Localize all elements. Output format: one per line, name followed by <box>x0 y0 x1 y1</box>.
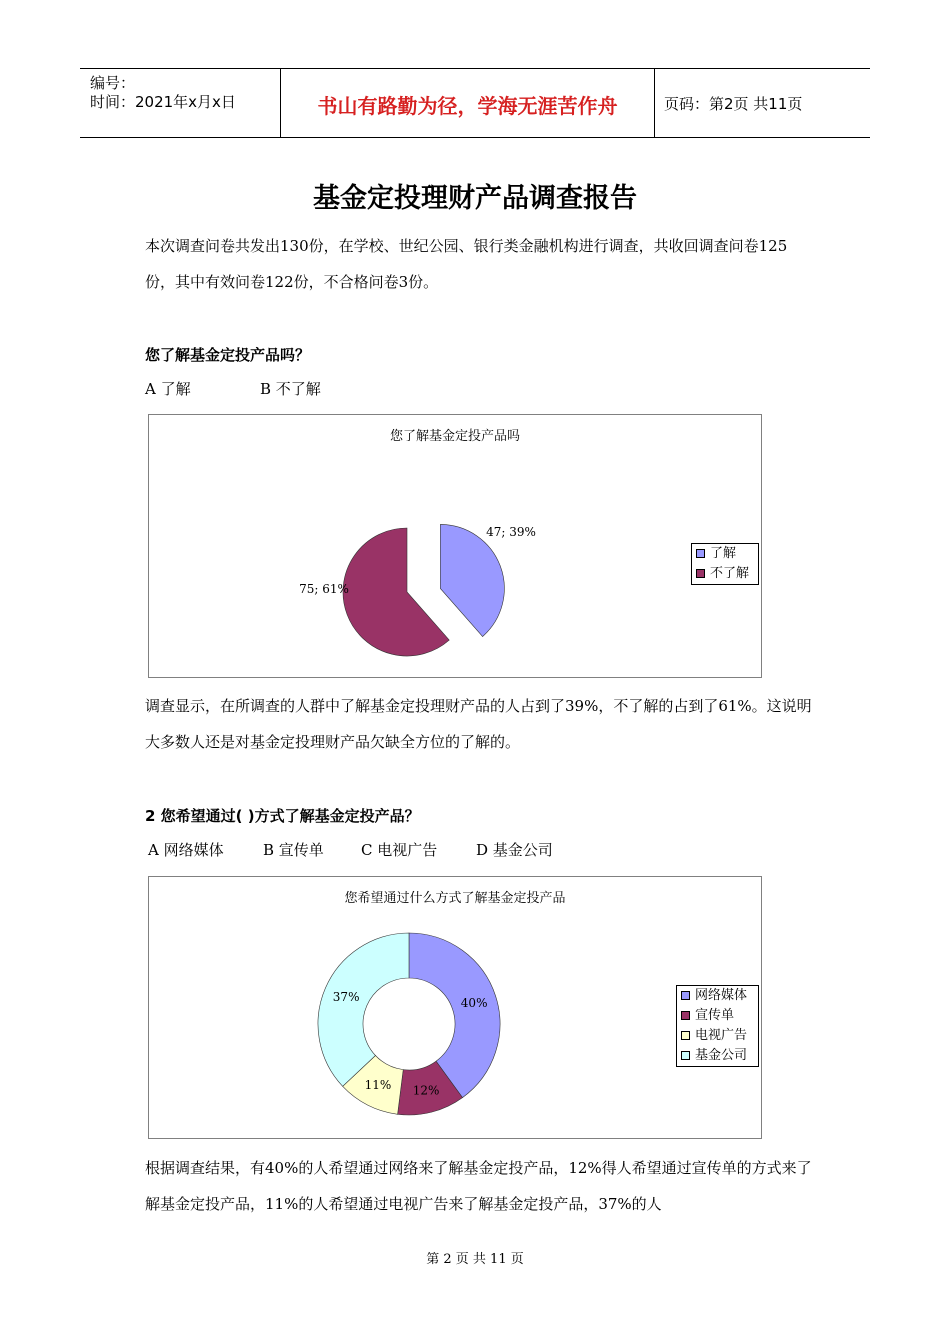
header-motto-cell <box>280 69 655 137</box>
q2-option-b: B 宣传单 <box>263 841 324 859</box>
doughnut-data-label: 40% <box>460 995 488 1010</box>
intro-paragraph: 本次调查问卷共发出130份，在学校、世纪公园、银行类金融机构进行调查，共收回调查问卷125份，其中有效问卷122份，不合格问卷3份。 <box>145 237 788 291</box>
legend-label: 基金公司 <box>695 1048 748 1063</box>
doughnut-data-label: 37% <box>332 989 360 1004</box>
chart-2-title: 您希望通过什么方式了解基金定投产品 <box>344 891 566 906</box>
legend-swatch-icon <box>681 1051 690 1060</box>
question-1: 您了解基金定投产品吗？ <box>145 346 311 364</box>
chart-2-legend-item <box>677 986 758 1006</box>
pie-slice-1 <box>440 524 504 636</box>
legend-swatch-icon <box>681 1031 690 1040</box>
page-code: 页码：第2页 共11页 <box>664 95 803 113</box>
report-title: 基金定投理财产品调查报告 <box>313 183 637 214</box>
q1-option-b: B 不了解 <box>260 380 321 398</box>
chart-1-title: 您了解基金定投产品吗 <box>389 429 520 444</box>
q2-option-d: D 基金公司 <box>476 841 553 859</box>
doughnut-data-label: 11% <box>364 1078 392 1093</box>
q1-analysis-paragraph: 调查显示，在所调查的人群中了解基金定投理财产品的人占到了39%，不了解的占到了61%。这说明大多数人还是对基金定投理财产品欠缺全方位的了解的。 <box>145 697 812 751</box>
legend-swatch-icon <box>681 991 690 1000</box>
date-label: 时间：2021年x月x日 <box>90 93 236 111</box>
q2-analysis-paragraph: 根据调查结果，有40%的人希望通过网络来了解基金定投产品，12%得人希望通过宣传单的方式来了解基金定投产品，11%的人希望通过电视广告来了解基金定投产品，37%的人 <box>145 1159 812 1213</box>
header-page-cell <box>654 69 870 137</box>
chart-1-pie <box>149 415 761 677</box>
q2-option-c: C 电视广告 <box>361 841 438 859</box>
pie-data-label: 75; 61% <box>299 582 349 596</box>
doughnut-segment-4 <box>318 933 409 1086</box>
doughnut-data-label: 12% <box>412 1083 440 1098</box>
document-number-label: 编号： <box>90 74 136 92</box>
chart-2-doughnut <box>149 877 761 1138</box>
page-footer: 第 2 页 共 11 页 <box>426 1252 524 1267</box>
pie-data-label: 47; 39% <box>486 525 536 539</box>
chart-2-legend <box>676 985 759 1067</box>
chart-2-legend-item <box>677 1026 758 1046</box>
header-meta-cell <box>80 69 280 137</box>
legend-swatch-icon <box>681 1011 690 1020</box>
legend-label: 了解 <box>710 546 737 561</box>
chart-2-legend-item <box>677 1046 758 1066</box>
chart-1-legend <box>691 543 759 585</box>
pie-slice-2 <box>343 528 449 656</box>
legend-label: 宣传单 <box>695 1008 735 1023</box>
chart-2-legend-item <box>677 1006 758 1026</box>
page-header <box>80 68 870 138</box>
legend-swatch-icon <box>696 569 705 578</box>
question-2: 2 您希望通过( )方式了解基金定投产品？ <box>145 807 420 825</box>
legend-label: 网络媒体 <box>695 988 748 1003</box>
legend-label: 电视广告 <box>695 1028 748 1043</box>
motto-text: 书山有路勤为径，学海无涯苦作舟 <box>317 94 618 118</box>
chart-1-legend-item <box>692 544 758 564</box>
chart-1-container <box>148 414 762 678</box>
chart-2-container <box>148 876 762 1139</box>
q1-option-a: A 了解 <box>145 380 191 398</box>
legend-label: 不了解 <box>710 566 750 581</box>
q2-option-a: A 网络媒体 <box>148 841 224 859</box>
legend-swatch-icon <box>696 549 705 558</box>
chart-1-legend-item <box>692 564 758 584</box>
